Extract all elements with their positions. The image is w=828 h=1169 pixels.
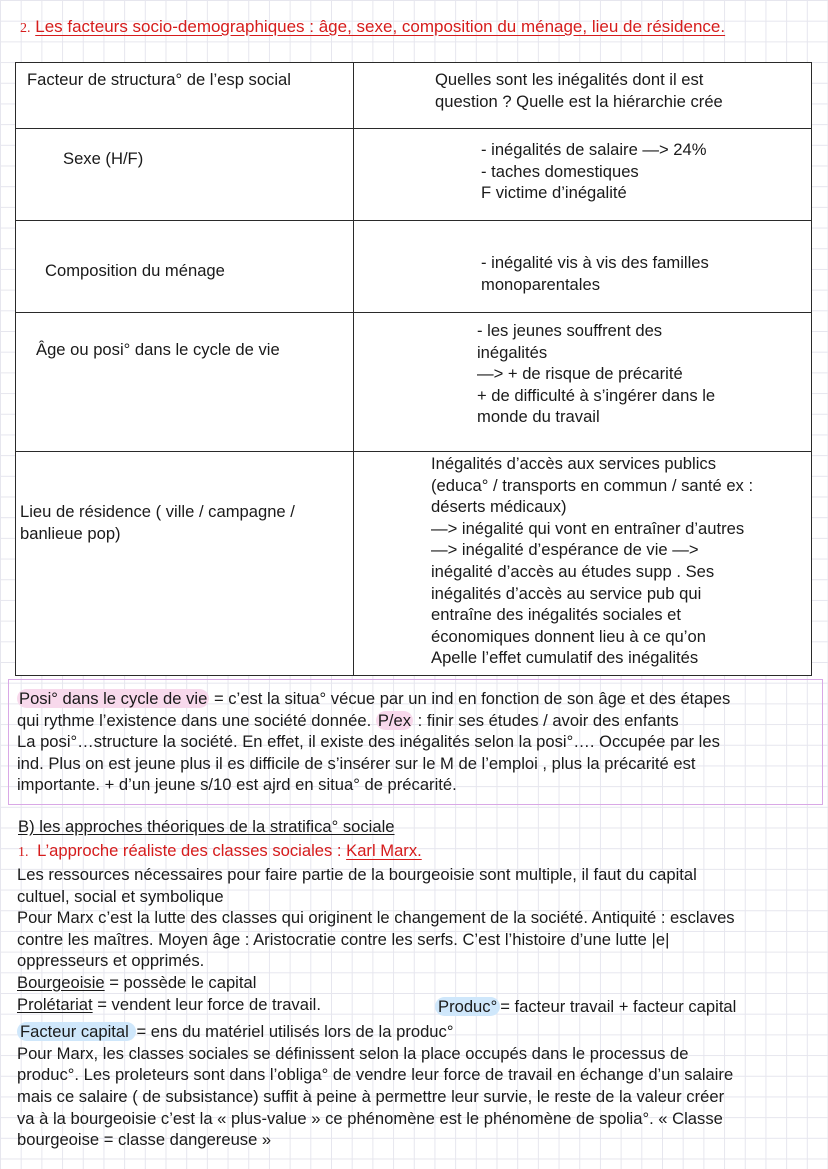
- factor-label: Âge ou posi° dans le cycle de vie: [36, 340, 280, 359]
- production-definition: [435, 996, 736, 1018]
- inequality-line: Inégalités d’accès aux services publics: [431, 454, 717, 473]
- definition-line-start: qui rythme l’existence dans une société donnée.: [17, 710, 376, 730]
- production-term: Produc°: [435, 997, 500, 1016]
- inequality-cell: [354, 313, 812, 452]
- inequality-line: - inégalité vis à vis des familles: [481, 253, 709, 272]
- table-row: [16, 221, 812, 313]
- inequality-cell: [354, 221, 812, 313]
- inequality-cell: [354, 129, 812, 221]
- body-line: cultuel, social et symbolique: [17, 886, 224, 906]
- proletariat-def: = vendent leur force de travail.: [92, 994, 321, 1014]
- section-title: Les facteurs socio-demographiques : âge, sexe, composition du ménage, lieu de résidence.: [35, 17, 726, 36]
- inequality-line: —> + de risque de précarité: [477, 364, 683, 384]
- body-line: oppresseurs et opprimés.: [17, 951, 205, 971]
- body-line: Pour Marx c’est la lutte des classes qui originent le changement de la société. Antiquité : esclaves: [17, 908, 735, 928]
- table-row: [16, 313, 812, 452]
- inequality-line: inégalité d’accès au études supp . Ses: [431, 561, 715, 581]
- inequality-line: monde du travail: [477, 407, 600, 427]
- definition-term: Posi° dans le cycle de vie: [19, 689, 208, 708]
- bourgeoisie-term: Bourgeoisie: [17, 972, 105, 992]
- section-b-title: B) les approches théoriques de la stratifica° sociale: [18, 817, 395, 836]
- inequality-line: - les jeunes souffrent des: [477, 321, 663, 340]
- factor-cell: [16, 129, 354, 221]
- inequality-line: F victime d’inégalité: [481, 183, 627, 203]
- definition-line: ind. Plus on est jeune plus il es difficile de s’insérer sur le M de l’emploi , plus la précarité est: [17, 753, 696, 773]
- inequality-line: - inégalités de salaire —> 24%: [481, 140, 707, 159]
- definition-line-rest: = c’est la situa° vécue par un ind en fonction de son âge et des étapes: [209, 689, 731, 708]
- section-number: 2.: [20, 21, 31, 36]
- capital-term: Facteur capital: [17, 1022, 136, 1041]
- definition-line: importante. + d’un jeune s/10 est ajrd en situa° de précarité.: [17, 775, 457, 795]
- inequality-line: —> inégalité d’espérance de vie —>: [431, 540, 699, 560]
- section-heading: [20, 16, 725, 40]
- body-text: [17, 864, 735, 1151]
- factor-label: Sexe (H/F): [63, 149, 144, 168]
- body-line: [17, 1021, 735, 1043]
- body-line: produc°. Les proleteurs sont dans l’obliga° de vendre leur force de travail en échange d’un salaire: [17, 1065, 734, 1085]
- body-line: [17, 994, 735, 1016]
- factor-label: banlieue pop): [20, 523, 121, 543]
- inequality-factors-table: [15, 62, 812, 676]
- definition-text: [17, 688, 730, 796]
- bourgeoisie-def: = possède le capital: [104, 972, 257, 992]
- body-line: mais ce salaire ( de subsistance) suffit à peine à permettre leur survie, le reste de la valeur créer: [17, 1086, 725, 1106]
- inequality-line: entraîne des inégalités sociales et: [431, 605, 681, 625]
- definition-line: La posi°…structure la société. En effet, il existe des inégalités selon la posi°…. Occupée par les: [17, 732, 720, 752]
- inequality-line: Apelle l’effet cumulatif des inégalités: [431, 648, 699, 668]
- inequality-line: déserts médicaux): [431, 497, 567, 517]
- proletariat-term: Prolétariat: [17, 994, 93, 1014]
- header-cell-question: [354, 63, 812, 129]
- subsection-heading: [18, 840, 422, 864]
- factor-cell: [16, 452, 354, 676]
- production-def: = facteur travail + facteur capital: [500, 996, 737, 1016]
- example-marker: P/ex: [377, 710, 412, 730]
- header-factor-label: Facteur de structura° de l’esp social: [27, 70, 291, 89]
- table-header-row: [16, 63, 812, 129]
- body-line: Les ressources nécessaires pour faire partie de la bourgeoisie sont multiple, il faut du capital: [17, 865, 697, 884]
- definition-line: [17, 710, 730, 732]
- table-row: [16, 452, 812, 676]
- body-line: Pour Marx, les classes sociales se définissent selon la place occupés dans le processus de: [17, 1043, 689, 1063]
- factor-label: Composition du ménage: [45, 261, 225, 280]
- factor-cell: [16, 313, 354, 452]
- header-question-line: Quelles sont les inégalités dont il est: [435, 70, 704, 89]
- body-line: contre les maîtres. Moyen âge : Aristocratie contre les serfs. C’est l’histoire d’une lutte |e|: [17, 929, 670, 949]
- inequality-line: monoparentales: [481, 274, 601, 294]
- author-name: Karl Marx.: [346, 841, 422, 860]
- inequality-line: économiques donnent lieu à ce qu’on: [431, 626, 706, 646]
- inequality-line: - taches domestiques: [481, 161, 639, 181]
- body-line: va à la bourgeoisie c’est la « plus-value » ce phénomène est le phénomène de spolia°. « Classe: [17, 1108, 723, 1128]
- subsection-number: 1.: [18, 845, 29, 860]
- definition-line: [17, 688, 730, 710]
- body-line: bourgeoise = classe dangereuse »: [17, 1130, 272, 1150]
- capital-def: = ens du matériel utilisés lors de la produc°: [136, 1022, 454, 1042]
- inequality-line: inégalités d’accès au service pub qui: [431, 583, 702, 603]
- factor-cell: [16, 221, 354, 313]
- header-cell-factor: [16, 63, 354, 129]
- table-row: [16, 129, 812, 221]
- inequality-line: (educa° / transports en commun / santé ex :: [431, 475, 754, 495]
- inequality-cell: [354, 452, 812, 676]
- definition-line-end: : finir ses études / avoir des enfants: [413, 710, 679, 730]
- factor-label: Lieu de résidence ( ville / campagne /: [20, 502, 295, 521]
- inequality-line: + de difficulté à s’ingérer dans le: [477, 385, 716, 405]
- subsection-title: L’approche réaliste des classes sociales :: [37, 841, 347, 860]
- inequality-line: inégalités: [477, 342, 548, 362]
- inequality-line: —> inégalité qui vont en entraîner d’autres: [431, 518, 745, 538]
- header-question-line: question ? Quelle est la hiérarchie crée: [435, 91, 723, 111]
- body-line: [17, 972, 735, 994]
